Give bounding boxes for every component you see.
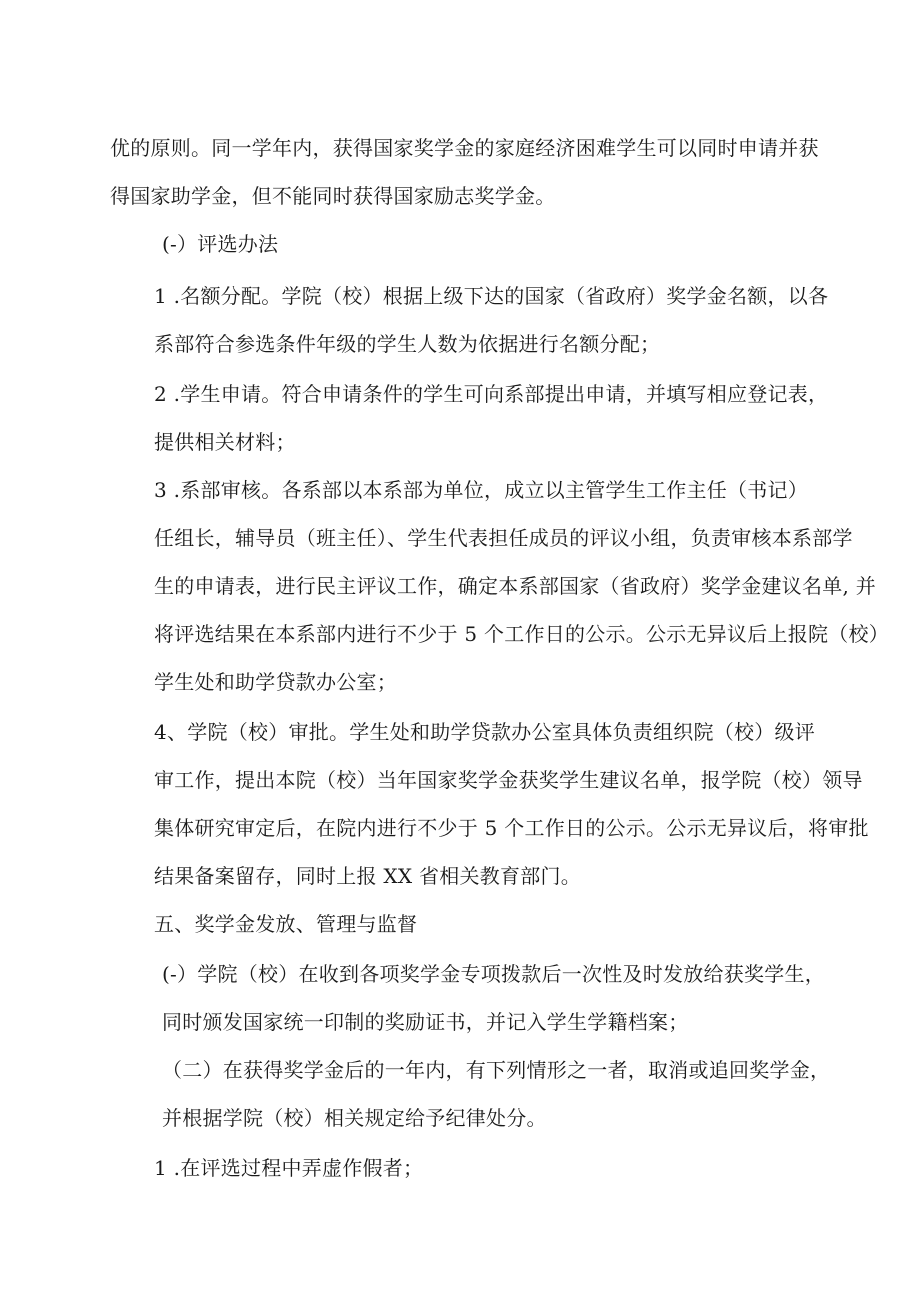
paragraph-fraud-item (110, 1144, 826, 1192)
text-line: 1 .名额分配。学院（校）根据上级下达的国家（省政府）奖学金名额，以各 (154, 284, 829, 308)
paragraph-college-approval (110, 708, 869, 900)
text-line: 得国家助学金，但不能同时获得国家励志奖学金。 (110, 184, 556, 208)
text-line: （二）在获得奖学金后的一年内，有下列情形之一者，取消或追回奖学金， (162, 1058, 831, 1082)
text-line: 3 .系部审核。各系部以本系部为单位，成立以主管学生工作主任（书记） (154, 478, 808, 502)
text-line: 同时颁发国家统一印制的奖励证书，并记入学生学籍档案； (162, 1010, 689, 1034)
text-line: 并根据学院（校）相关规定给予纪律处分。 (162, 1106, 547, 1130)
paragraph-principle-continuation (110, 124, 826, 220)
paragraph-department-review (110, 466, 889, 706)
text-line: 提供相关材料； (154, 430, 296, 454)
text-line: (-）学院（校）在收到各项奖学金专项拨款后一次性及时发放给获奖学生， (162, 962, 826, 986)
paragraph-distribution (110, 950, 826, 1046)
text-line: 任组长，辅导员（班主任）、学生代表担任成员的评议小组，负责审核本系部学 (154, 526, 853, 550)
text-line: 结果备案留存，同时上报 XX 省相关教育部门。 (154, 864, 581, 888)
paragraph-revocation (110, 1046, 831, 1142)
text-line: 审工作，提出本院（校）当年国家奖学金获奖学生建议名单，报学院（校）领导 (154, 768, 863, 792)
text-line: 生的申请表，进行民主评议工作，确定本系部国家（省政府）奖学金建议名单, 并 (154, 574, 876, 598)
text-line: 将评选结果在本系部内进行不少于 5 个工作日的公示。公示无异议后上报院（校） (154, 622, 889, 646)
text-line: 优的原则。同一学年内，获得国家奖学金的家庭经济困难学生可以同时申请并获 (110, 136, 819, 160)
text-line: 集体研究审定后，在院内进行不少于 5 个工作日的公示。公示无异议后，将审批 (154, 816, 869, 840)
text-line: 学生处和助学贷款办公室； (154, 670, 397, 694)
text-line: 1 .在评选过程中弄虚作假者； (154, 1156, 424, 1180)
section-heading-selection-method (110, 220, 826, 268)
paragraph-student-application (110, 370, 829, 466)
text-line: 2 .学生申请。符合申请条件的学生可向系部提出申请，并填写相应登记表， (154, 382, 829, 406)
text-line: (-）评选办法 (162, 232, 279, 256)
text-line: 五、奖学金发放、管理与监督 (154, 912, 418, 936)
section-heading-distribution-management (110, 900, 826, 948)
paragraph-quota-allocation (110, 272, 829, 368)
text-line: 4、学院（校）审批。学生处和助学贷款办公室具体负责组织院（校）级评 (154, 720, 815, 744)
text-line: 系部符合参选条件年级的学生人数为依据进行名额分配； (154, 332, 661, 356)
